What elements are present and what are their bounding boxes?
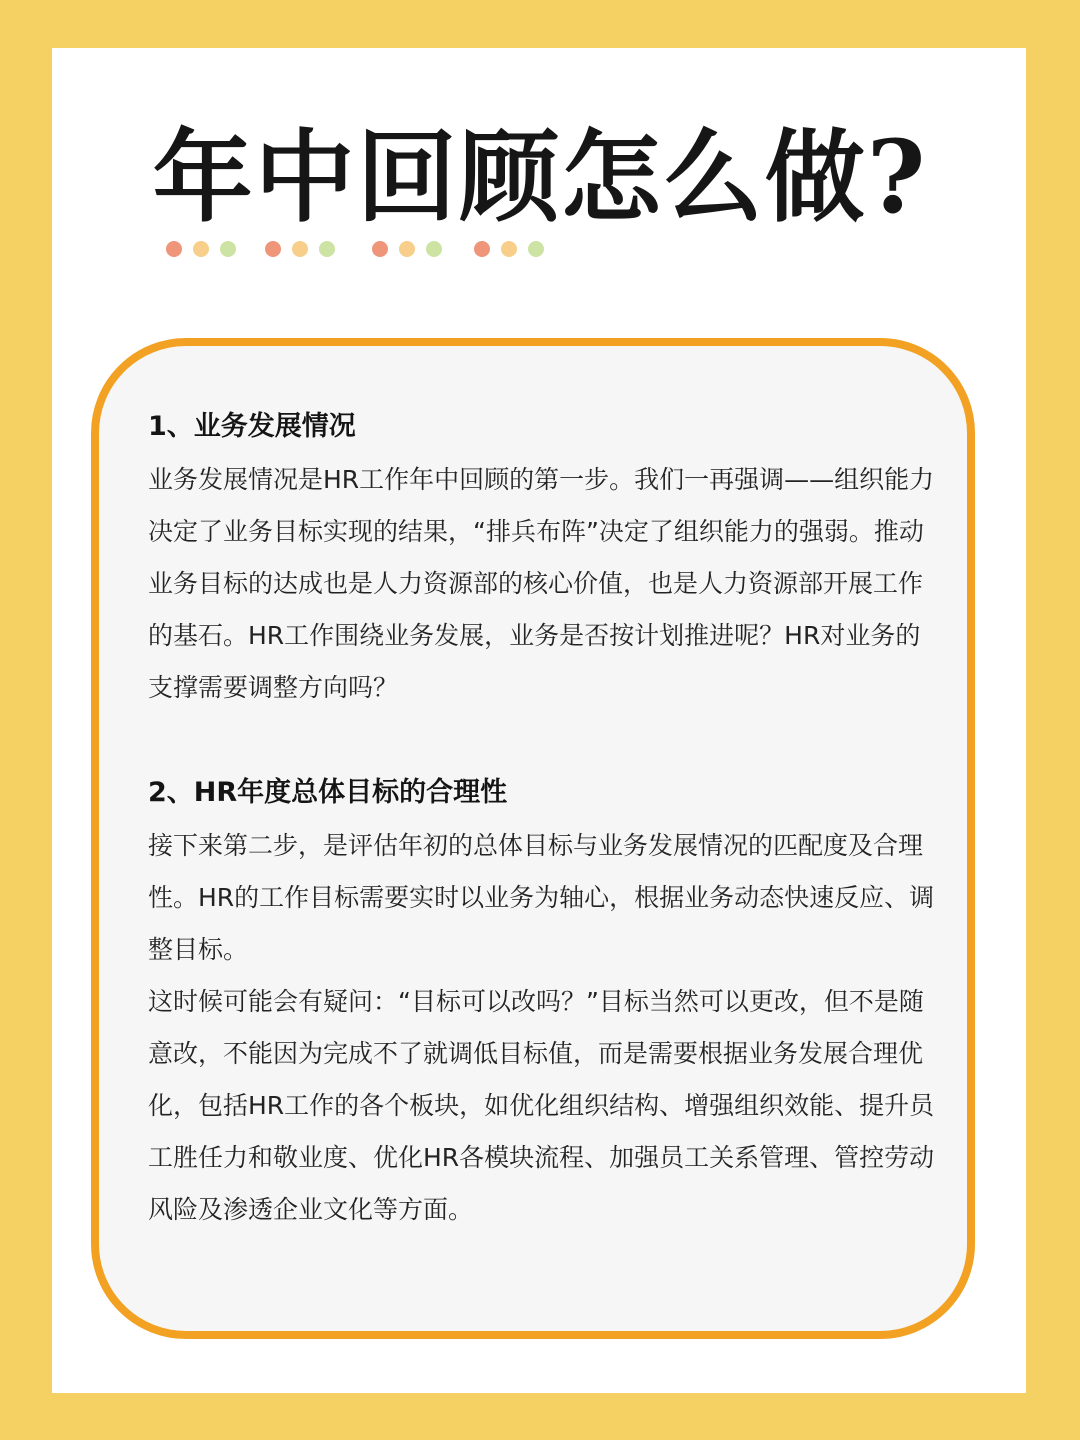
dot-decoration [399,241,415,257]
dot-decoration [319,241,335,257]
dot-decoration [193,241,209,257]
decorative-dots-group-1 [166,241,236,257]
section-paragraph: 业务发展情况是HR工作年中回顾的第一步。我们一再强调——组织能力决定了业务目标实现的结果，“排兵布阵”决定了组织能力的强弱。推动业务目标的达成也是人力资源部的核心价值，也是人力资源部开展工作的基石。HR工作围绕业务发展，业务是否按计划推进呢？HR对业务的支撑需要调整方向吗？ [148,465,935,702]
section-heading-hr-goals: 2、HR年度总体目标的合理性 [148,777,508,808]
section-spacer [148,714,938,766]
section-paragraph: 这时候可能会有疑问：“目标可以改吗？”目标当然可以更改，但不是随意改，不能因为完成不了就调低目标值，而是需要根据业务发展合理优化，包括HR工作的各个板块，如优化组织结构、增强组织效能、提升员工胜任力和敬业度、优化HR各模块流程、加强员工关系管理、管控劳动风险及渗透企业文化等方面。 [148,987,935,1224]
dot-decoration [292,241,308,257]
dot-decoration [426,241,442,257]
decorative-dots-group-4 [474,241,544,257]
decorative-dots-group-3 [372,241,442,257]
dot-decoration [474,241,490,257]
decorative-dots-group-2 [265,241,335,257]
card-content [148,400,938,1236]
section-paragraph: 接下来第二步，是评估年初的总体目标与业务发展情况的匹配度及合理性。HR的工作目标需要实时以业务为轴心，根据业务动态快速反应、调整目标。 [148,831,935,964]
dot-decoration [265,241,281,257]
dot-decoration [528,241,544,257]
dot-decoration [166,241,182,257]
section-heading-business: 1、业务发展情况 [148,411,356,442]
dot-decoration [372,241,388,257]
page-title: 年中回顾怎么做? [152,118,928,236]
dot-decoration [220,241,236,257]
dot-decoration [501,241,517,257]
